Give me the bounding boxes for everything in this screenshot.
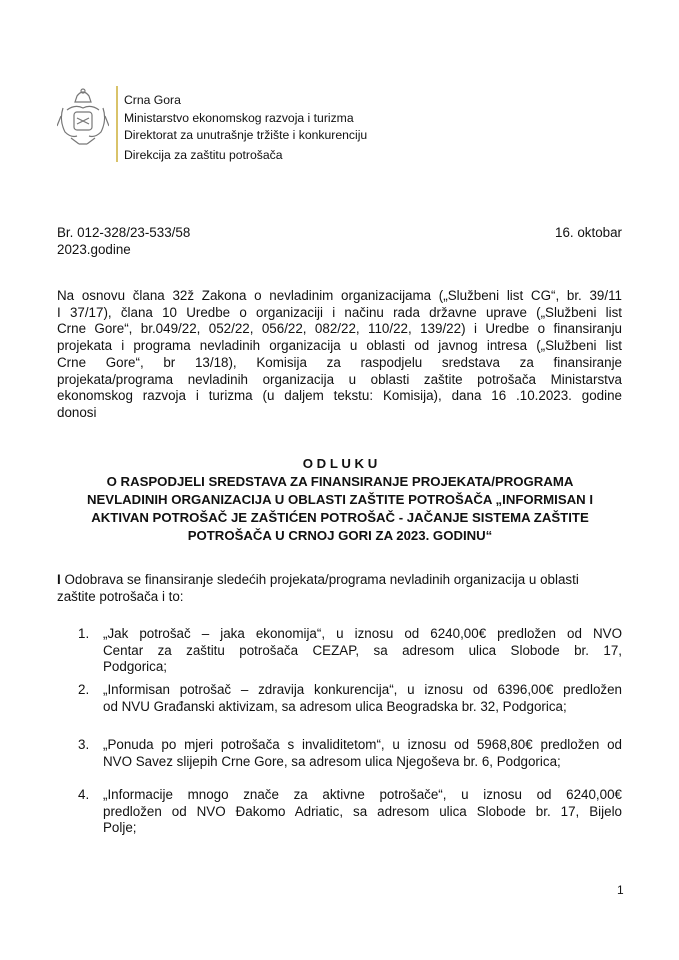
decision-title <box>40 455 640 545</box>
preamble-line: Crne Gore“, br 13/18), Komisija za raspodjelu sredstava za finansiranje <box>57 354 622 370</box>
preamble-line: projekata/programa nevladinih organizacija u oblasti zaštite potrošača Ministarstva <box>57 371 622 387</box>
reference-year: 2023.godine <box>57 242 131 257</box>
title-line: POTROŠAČA U CRNOJ GORI ZA 2023. GODINU“ <box>187 528 493 543</box>
item-line: NVO Savez slijepih Crne Gore, sa adresom ulica Njegoševa br. 6, Podgorica; <box>103 753 561 769</box>
item-number: 3. <box>78 737 90 752</box>
title-line: AKTIVAN POTROŠAČ JE ZAŠTIĆEN POTROŠAČ - JAČANJE SISTEMA ZAŠTITE <box>91 510 589 525</box>
item-number: 1. <box>78 626 90 641</box>
item-number: 4. <box>78 787 90 802</box>
header-divider <box>116 86 118 162</box>
reference-number: Br. 012-328/23-533/58 <box>57 225 191 240</box>
preamble-line: ekonomskog razvoja i turizma (u daljem tekstu: Komisija), dana 16 .10.2023. godine <box>57 388 622 404</box>
header-directorate: Direktorat za unutrašnje tržište i konkurenciju <box>124 128 368 142</box>
section-line: zaštite potrošača i to: <box>57 588 184 604</box>
item-number: 2. <box>78 682 90 697</box>
item-line: Polje; <box>103 820 137 836</box>
section-one <box>57 572 622 605</box>
item-line: od NVU Građanski aktivizam, sa adresom ulica Beogradska br. 32, Podgorica; <box>103 698 567 714</box>
preamble-paragraph <box>57 288 622 422</box>
page-number: 1 <box>617 883 624 897</box>
item-line: Centar za zaštitu potrošača CEZAP, sa adresom ulica Slobode br. 17, <box>103 642 622 658</box>
header-ministry: Ministarstvo ekonomskog razvoja i turizma <box>124 111 354 125</box>
section-roman: I <box>57 572 61 587</box>
item-line: predložen od NVO Đakomo Adriatic, sa adresom ulica Slobode br. 17, Bijelo <box>103 803 622 819</box>
preamble-line: Crne Gore“, br.049/22, 052/22, 056/22, 082/22, 110/22, 139/22) i Uredbe o finansiranju <box>57 321 622 337</box>
item-line: „Jak potrošač – jaka ekonomija“, u iznosu od 6240,00€ predložen od NVO <box>103 626 622 641</box>
item-line: „Informisan potrošač – zdravija konkurencija“, u iznosu od 6396,00€ predložen <box>103 682 622 697</box>
preamble-line: Na osnovu člana 32ž Zakona o nevladinim organizacijama („Službeni list CG“, br. 39/11 <box>57 288 622 303</box>
item-line: „Ponuda po mjeri potrošača s invaliditetom“, u iznosu od 5968,80€ predložen od <box>103 737 622 752</box>
header-country: Crna Gora <box>124 93 181 107</box>
item-line: Podgorica; <box>103 659 168 675</box>
preamble-line: I 37/17), člana 10 Uredbe o organizaciji i načinu rada državne uprave („Službeni list <box>57 304 622 320</box>
item-line: „Informacije mnogo znače za aktivne potrošače“, u iznosu od 6240,00€ <box>103 787 622 802</box>
title-line: NEVLADINIH ORGANIZACIJA U OBLASTI ZAŠTITE POTROŠAČA „INFORMISAN I <box>86 492 593 507</box>
preamble-line: donosi <box>57 404 97 420</box>
header-directorate-sub: Direkcija za zaštitu potrošača <box>124 148 283 162</box>
document-date: 16. oktobar <box>555 225 622 240</box>
title-line: O RASPODJELI SREDSTAVA ZA FINANSIRANJE PROJEKATA/PROGRAMA <box>106 474 574 489</box>
coat-of-arms-logo <box>57 86 109 152</box>
title-line: O D L U K U <box>302 456 378 471</box>
section-line: Odobrava se finansiranje sledećih projekata/programa nevladinih organizacija u oblasti <box>60 572 579 587</box>
preamble-line: projekata i programa nevladinih organizacija u oblasti od javnog intresa („Službeni list <box>57 338 622 354</box>
